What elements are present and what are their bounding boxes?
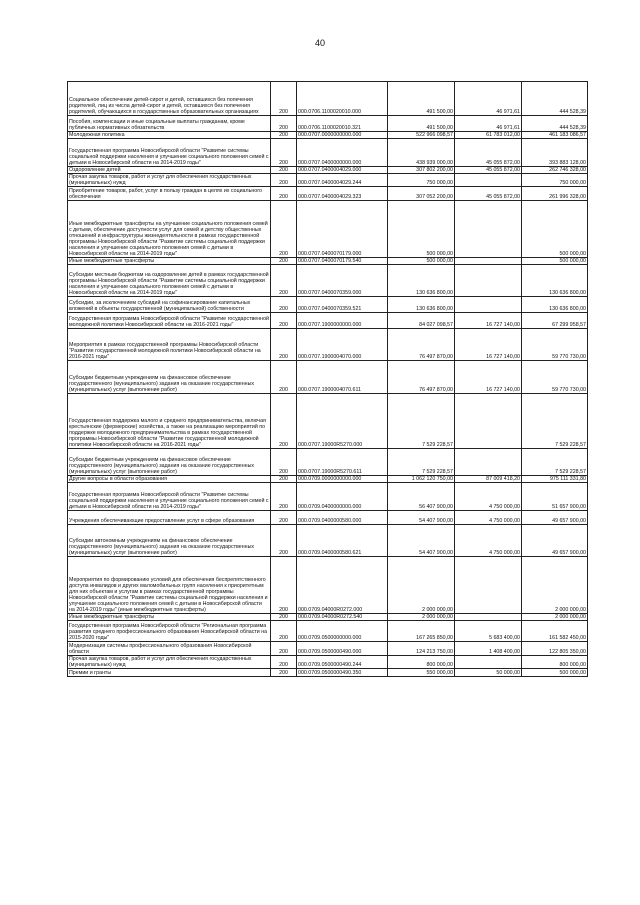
row-admin-code: 200: [271, 621, 297, 642]
row-remaining-amount: 59 770 730,00: [522, 329, 588, 361]
row-admin-code: 200: [271, 669, 297, 677]
page-number: 40: [314, 38, 325, 48]
row-approved-amount: 800 000,00: [388, 656, 455, 669]
row-executed-amount: [455, 201, 522, 258]
row-name: Молодежная политика: [68, 132, 271, 139]
row-budget-code: 000.0707.0400004029.000: [297, 167, 388, 174]
row-admin-code: 200: [271, 557, 297, 614]
row-executed-amount: [455, 656, 522, 669]
row-remaining-amount: 444 528,39: [522, 82, 588, 116]
row-executed-amount: 46 971,61: [455, 116, 522, 132]
row-budget-code: 000.0707.0400004029.323: [297, 187, 388, 201]
row-executed-amount: 4 750 000,00: [455, 511, 522, 525]
row-budget-code: 000.0709.0500000490.244: [297, 656, 388, 669]
row-remaining-amount: 975 111 331,80: [522, 476, 588, 483]
row-remaining-amount: 59 770 730,00: [522, 361, 588, 394]
budget-execution-table: [67, 81, 588, 677]
row-executed-amount: [455, 258, 522, 265]
row-executed-amount: 5 683 400,00: [455, 621, 522, 642]
row-admin-code: 200: [271, 361, 297, 394]
row-budget-code: 000.0707.0400004029.244: [297, 174, 388, 187]
table-row: [68, 201, 588, 258]
row-approved-amount: 130 636 800,00: [388, 297, 455, 313]
table-row: [68, 297, 588, 313]
row-budget-code: 000.0707.1900004070.000: [297, 329, 388, 361]
row-executed-amount: [455, 449, 522, 476]
row-executed-amount: 1 408 400,00: [455, 642, 522, 656]
row-approved-amount: 500 000,00: [388, 201, 455, 258]
table-row: [68, 167, 588, 174]
row-name: Прочая закупка товаров, работ и услуг для обеспечения государственных (муниципальных) нужд: [68, 656, 271, 669]
table-row: [68, 139, 588, 167]
row-budget-code: 000.0707.0400070179.000: [297, 201, 388, 258]
row-name: Учреждения обеспечивающие предоставление услуг в сфере образования: [68, 511, 271, 525]
row-admin-code: 200: [271, 174, 297, 187]
row-admin-code: 200: [271, 476, 297, 483]
row-admin-code: 200: [271, 132, 297, 139]
row-approved-amount: 76 497 870,00: [388, 361, 455, 394]
table-row: [68, 82, 588, 116]
table-row: [68, 511, 588, 525]
row-executed-amount: 50 000,00: [455, 669, 522, 677]
table-row: [68, 557, 588, 614]
row-budget-code: 000.0709.0500000490.350: [297, 669, 388, 677]
row-executed-amount: 45 055 872,00: [455, 167, 522, 174]
row-remaining-amount: 49 657 900,00: [522, 525, 588, 557]
row-approved-amount: 2 000 000,00: [388, 614, 455, 621]
row-executed-amount: 87 009 418,20: [455, 476, 522, 483]
row-name: Государственная программа Новосибирской области "Развитие системы социальной поддержки населения и улучшение социального положения семей с детьми в Новосибирской области на 2014-2019 годы": [68, 139, 271, 167]
row-admin-code: 200: [271, 139, 297, 167]
row-name: Иные межбюджетные трансферты: [68, 258, 271, 265]
row-budget-code: 000.0709.0500000000.000: [297, 621, 388, 642]
row-admin-code: 200: [271, 449, 297, 476]
row-budget-code: 000.0707.0000000000.000: [297, 132, 388, 139]
row-remaining-amount: 7 529 228,57: [522, 449, 588, 476]
row-approved-amount: 167 265 850,00: [388, 621, 455, 642]
table-row: [68, 174, 588, 187]
row-admin-code: 200: [271, 167, 297, 174]
row-executed-amount: [455, 557, 522, 614]
row-remaining-amount: 7 529 228,57: [522, 394, 588, 449]
row-executed-amount: [455, 297, 522, 313]
row-executed-amount: 45 055 872,00: [455, 139, 522, 167]
row-remaining-amount: 2 000 000,00: [522, 557, 588, 614]
row-approved-amount: 750 000,00: [388, 174, 455, 187]
row-approved-amount: 76 497 870,00: [388, 329, 455, 361]
row-admin-code: 200: [271, 642, 297, 656]
table-row: [68, 394, 588, 449]
row-executed-amount: 45 055 872,00: [455, 187, 522, 201]
row-approved-amount: 130 636 800,00: [388, 265, 455, 297]
row-admin-code: 200: [271, 525, 297, 557]
row-budget-code: 000.0706.1100020010.321: [297, 116, 388, 132]
row-name: Иные межбюджетные трансферты: [68, 614, 271, 621]
row-name: Субсидии автономным учреждениям на финансовое обеспечение государственного (муниципального) задания на оказание государственных (муниципальных) услуг (выполнение работ): [68, 525, 271, 557]
row-approved-amount: 1 062 120 750,00: [388, 476, 455, 483]
table-row: [68, 313, 588, 329]
row-remaining-amount: 2 000 000,00: [522, 614, 588, 621]
row-executed-amount: 46 971,61: [455, 82, 522, 116]
table-body: [68, 82, 588, 677]
row-remaining-amount: 262 746 328,00: [522, 167, 588, 174]
table-row: [68, 656, 588, 669]
row-remaining-amount: 500 000,00: [522, 201, 588, 258]
row-budget-code: 000.0707.1900004070.611: [297, 361, 388, 394]
row-budget-code: 000.0707.19000R5270.000: [297, 394, 388, 449]
row-approved-amount: 124 213 750,00: [388, 642, 455, 656]
row-admin-code: 200: [271, 201, 297, 258]
row-executed-amount: 16 727 140,00: [455, 313, 522, 329]
row-executed-amount: 16 727 140,00: [455, 329, 522, 361]
row-executed-amount: 4 750 000,00: [455, 483, 522, 511]
row-budget-code: 000.0709.0400000580.000: [297, 511, 388, 525]
row-remaining-amount: 461 183 086,57: [522, 132, 588, 139]
row-admin-code: 200: [271, 614, 297, 621]
row-name: Субсидии местным бюджетам на оздоровление детей в рамках государственной программы Новосибирской области "Развитие системы социальной поддержки населения и улучшение социального положения семей с детьми в Новосибирской области на 2014-2019 годы": [68, 265, 271, 297]
row-remaining-amount: 130 636 800,00: [522, 265, 588, 297]
row-budget-code: 000.0707.0400000000.000: [297, 139, 388, 167]
row-approved-amount: 491 500,00: [388, 82, 455, 116]
row-name: Государственная программа Новосибирской области "Развитие государственной молодежной политики Новосибирской области на 2016-2021 годы": [68, 313, 271, 329]
row-name: Другие вопросы в области образования: [68, 476, 271, 483]
row-name: Модернизация системы профессионального образования Новосибирской области: [68, 642, 271, 656]
row-budget-code: 000.0709.0000000000.000: [297, 476, 388, 483]
row-name: Социальное обеспечение детей-сирот и детей, оставшихся без попечения родителей, лиц из числа детей-сирот и детей, оставшихся без попечения родителей, обучающихся в государственных образовательных организациях: [68, 82, 271, 116]
row-remaining-amount: 500 000,00: [522, 669, 588, 677]
table-row: [68, 614, 588, 621]
row-name: Прочая закупка товаров, работ и услуг для обеспечения государственных (муниципальных) нужд: [68, 174, 271, 187]
row-approved-amount: 500 000,00: [388, 258, 455, 265]
table-row: [68, 476, 588, 483]
row-remaining-amount: 51 657 900,00: [522, 483, 588, 511]
table-row: [68, 329, 588, 361]
table-row: [68, 361, 588, 394]
row-admin-code: 200: [271, 187, 297, 201]
row-admin-code: 200: [271, 265, 297, 297]
table-row: [68, 669, 588, 677]
row-remaining-amount: 444 528,39: [522, 116, 588, 132]
table-row: [68, 621, 588, 642]
row-executed-amount: 16 727 140,00: [455, 361, 522, 394]
table-row: [68, 116, 588, 132]
row-admin-code: 200: [271, 82, 297, 116]
row-budget-code: 000.0706.1100020010.000: [297, 82, 388, 116]
row-name: Мероприятия по формированию условий для обеспечения беспрепятственного доступа инвалидов и других маломобильных групп населения к приоритетным для них объектам и услугам в рамках государственной программы Новосибирской области "Развитие системы социальной поддержки населения и улучшение социального положения семей с детьми в Новосибирской области на 2014-2019 годы" (иные межбюджетные трансферты): [68, 557, 271, 614]
row-approved-amount: 54 407 900,00: [388, 511, 455, 525]
row-name: Оздоровление детей: [68, 167, 271, 174]
row-admin-code: 200: [271, 394, 297, 449]
row-name: Мероприятия в рамках государственной программы Новосибирской области "Развитие государственной молодежной политики Новосибирской области на 2016-2021 годы": [68, 329, 271, 361]
row-budget-code: 000.0707.19000R5270.611: [297, 449, 388, 476]
row-name: Субсидии бюджетным учреждениям на финансовое обеспечение государственного (муниципального) задания на оказание государственных (муниципальных) услуг (выполнение работ): [68, 449, 271, 476]
row-remaining-amount: 161 582 450,00: [522, 621, 588, 642]
row-executed-amount: 4 750 000,00: [455, 525, 522, 557]
row-name: Государственная программа Новосибирской области "Региональная программа развития среднего профессионального образования Новосибирской области на 2015-2020 годы": [68, 621, 271, 642]
row-name: Субсидии бюджетным учреждениям на финансовое обеспечение государственного (муниципального) задания на оказание государственных (муниципальных) услуг (выполнение работ): [68, 361, 271, 394]
row-name: Пособия, компенсации и иные социальные выплаты гражданам, кроме публичных нормативных обязательств: [68, 116, 271, 132]
row-approved-amount: 7 529 228,57: [388, 449, 455, 476]
row-budget-code: 000.0709.0400000000.000: [297, 483, 388, 511]
row-remaining-amount: 261 996 328,00: [522, 187, 588, 201]
row-approved-amount: 307 052 200,00: [388, 187, 455, 201]
table-row: [68, 642, 588, 656]
row-approved-amount: 307 802 200,00: [388, 167, 455, 174]
table-row: [68, 132, 588, 139]
row-executed-amount: 61 783 012,00: [455, 132, 522, 139]
row-admin-code: 200: [271, 297, 297, 313]
row-budget-code: 000.0709.04000R0272.000: [297, 557, 388, 614]
row-executed-amount: [455, 614, 522, 621]
row-name: Субсидии, за исключением субсидий на софинансирование капитальных вложений в объекты государственной (муниципальной) собственности: [68, 297, 271, 313]
row-admin-code: 200: [271, 329, 297, 361]
row-executed-amount: [455, 174, 522, 187]
row-remaining-amount: 67 299 958,57: [522, 313, 588, 329]
row-approved-amount: 522 966 098,57: [388, 132, 455, 139]
table-row: [68, 187, 588, 201]
table-row: [68, 483, 588, 511]
row-admin-code: 200: [271, 313, 297, 329]
row-name: Государственная программа Новосибирской области "Развитие системы социальной поддержки населения и улучшение социального положения семей с детьми в Новосибирской области на 2014-2019 годы": [68, 483, 271, 511]
row-remaining-amount: 393 883 128,00: [522, 139, 588, 167]
row-approved-amount: 7 529 228,57: [388, 394, 455, 449]
row-name: Иные межбюджетные трансферты на улучшение социального положения семей с детьми, обеспечение доступности услуг для семей и детству общественных отношений и инфраструктуры жизнедеятельности в рамках государственной программы Новосибирской области "Развитие системы социальной поддержки населения и улучшение социального положения семей с детьми в Новосибирской области на 2014-2019 годы": [68, 201, 271, 258]
row-approved-amount: 491 500,00: [388, 116, 455, 132]
row-budget-code: 000.0707.0400070359.000: [297, 265, 388, 297]
table-row: [68, 525, 588, 557]
row-remaining-amount: 49 657 900,00: [522, 511, 588, 525]
row-approved-amount: 84 027 098,57: [388, 313, 455, 329]
row-budget-code: 000.0707.0400070359.521: [297, 297, 388, 313]
table-row: [68, 265, 588, 297]
table-row: [68, 258, 588, 265]
row-budget-code: 000.0709.0400000580.621: [297, 525, 388, 557]
row-remaining-amount: 800 000,00: [522, 656, 588, 669]
row-budget-code: 000.0707.1900000000.000: [297, 313, 388, 329]
row-name: Премии и гранты: [68, 669, 271, 677]
row-approved-amount: 438 939 000,00: [388, 139, 455, 167]
row-name: Государственная поддержка малого и среднего предпринимательства, включая крестьянские (фермерские) хозяйства, а также на реализацию мероприятий по поддержке молодежного предпринимательства в рамках государственной программы Новосибирской области "Развитие государственной молодежной политики Новосибирской области на 2016-2021 годы": [68, 394, 271, 449]
row-approved-amount: 56 407 900,00: [388, 483, 455, 511]
row-executed-amount: [455, 265, 522, 297]
row-admin-code: 200: [271, 258, 297, 265]
row-approved-amount: 2 000 000,00: [388, 557, 455, 614]
row-executed-amount: [455, 394, 522, 449]
row-remaining-amount: 750 000,00: [522, 174, 588, 187]
row-remaining-amount: 500 000,00: [522, 258, 588, 265]
row-remaining-amount: 130 636 800,00: [522, 297, 588, 313]
table-row: [68, 449, 588, 476]
row-admin-code: 200: [271, 511, 297, 525]
row-approved-amount: 550 000,00: [388, 669, 455, 677]
row-approved-amount: 54 407 900,00: [388, 525, 455, 557]
row-admin-code: 200: [271, 483, 297, 511]
row-budget-code: 000.0709.0500000490.000: [297, 642, 388, 656]
row-name: Приобретение товаров, работ, услуг в пользу граждан в целях их социального обеспечения: [68, 187, 271, 201]
row-budget-code: 000.0709.04000R0272.540: [297, 614, 388, 621]
row-remaining-amount: 122 805 350,00: [522, 642, 588, 656]
row-admin-code: 200: [271, 116, 297, 132]
row-budget-code: 000.0707.0400070179.540: [297, 258, 388, 265]
row-admin-code: 200: [271, 656, 297, 669]
